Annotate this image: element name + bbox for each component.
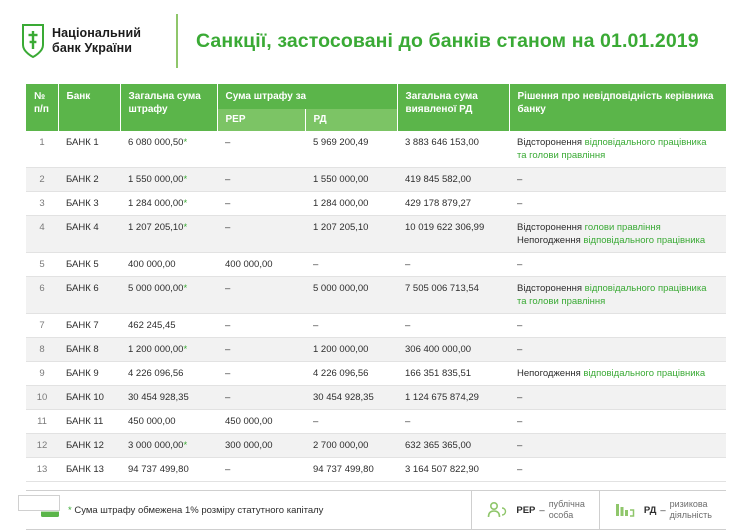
col-header-index: № п/п bbox=[26, 84, 58, 131]
cell-bank: БАНК 11 bbox=[58, 410, 120, 434]
cell-total-rd: 306 400 000,00 bbox=[397, 338, 509, 362]
cell-index: 9 bbox=[26, 362, 58, 386]
cell-total-fine: 1 207 205,10* bbox=[120, 216, 217, 253]
cell-fine-pep: 400 000,00 bbox=[217, 253, 305, 277]
chart-bars-icon bbox=[614, 501, 636, 519]
legend-pep bbox=[471, 491, 598, 529]
cell-decision: – bbox=[509, 168, 726, 192]
cell-total-rd: 3 883 646 153,00 bbox=[397, 131, 509, 168]
col-header-total-fine: Загальна сума штрафу bbox=[120, 84, 217, 131]
cell-index: 11 bbox=[26, 410, 58, 434]
cell-fine-pep: – bbox=[217, 277, 305, 314]
col-header-pep: РЕР bbox=[217, 109, 305, 131]
legend-rd-sub-line1: ризикова bbox=[669, 499, 708, 509]
cell-total-rd: 429 178 879,27 bbox=[397, 192, 509, 216]
table-row bbox=[26, 168, 726, 192]
cell-index: 10 bbox=[26, 386, 58, 410]
cell-total-fine: 6 080 000,50* bbox=[120, 131, 217, 168]
cell-fine-rd: 4 226 096,56 bbox=[305, 362, 397, 386]
cell-total-fine: 462 245,45 bbox=[120, 314, 217, 338]
cell-fine-pep: – bbox=[217, 458, 305, 482]
table-row bbox=[26, 216, 726, 253]
legend-note-text bbox=[68, 505, 323, 516]
cell-index: 2 bbox=[26, 168, 58, 192]
cell-decision: – bbox=[509, 192, 726, 216]
cell-fine-pep: – bbox=[217, 362, 305, 386]
cell-total-rd: – bbox=[397, 410, 509, 434]
legend-rd-dash: – bbox=[660, 504, 666, 516]
page-title: Санкції, застосовані до банків станом на 01.01.2019 bbox=[196, 30, 699, 52]
cell-decision: – bbox=[509, 338, 726, 362]
legend-note bbox=[26, 491, 471, 529]
nbu-logo bbox=[22, 24, 172, 58]
cell-total-rd: 7 505 006 713,54 bbox=[397, 277, 509, 314]
cell-fine-pep: 300 000,00 bbox=[217, 434, 305, 458]
cell-bank: БАНК 12 bbox=[58, 434, 120, 458]
cell-total-rd: 166 351 835,51 bbox=[397, 362, 509, 386]
cell-total-fine: 400 000,00 bbox=[120, 253, 217, 277]
cell-bank: БАНК 2 bbox=[58, 168, 120, 192]
cell-decision: – bbox=[509, 253, 726, 277]
cell-index: 7 bbox=[26, 314, 58, 338]
cell-fine-pep: 450 000,00 bbox=[217, 410, 305, 434]
cell-fine-pep: – bbox=[217, 168, 305, 192]
cell-total-fine: 94 737 499,80 bbox=[120, 458, 217, 482]
legend-pep-sub-line2: особа bbox=[548, 510, 574, 520]
cell-fine-rd: – bbox=[305, 314, 397, 338]
cell-bank: БАНК 4 bbox=[58, 216, 120, 253]
cell-fine-rd: 2 700 000,00 bbox=[305, 434, 397, 458]
cell-bank: БАНК 8 bbox=[58, 338, 120, 362]
header-divider bbox=[176, 14, 178, 68]
cell-decision: – bbox=[509, 434, 726, 458]
cell-bank: БАНК 5 bbox=[58, 253, 120, 277]
cell-fine-pep: – bbox=[217, 192, 305, 216]
legend-star: * bbox=[68, 504, 72, 516]
cell-decision: – bbox=[509, 410, 726, 434]
cell-fine-pep: – bbox=[217, 216, 305, 253]
nbu-logo-line2: банк України bbox=[52, 41, 133, 55]
cell-fine-rd: – bbox=[305, 410, 397, 434]
cell-fine-rd: 1 550 000,00 bbox=[305, 168, 397, 192]
table-row bbox=[26, 314, 726, 338]
col-header-total-rd: Загальна сума виявленої РД bbox=[397, 84, 509, 131]
cell-total-fine: 5 000 000,00* bbox=[120, 277, 217, 314]
cell-bank: БАНК 1 bbox=[58, 131, 120, 168]
cell-index: 12 bbox=[26, 434, 58, 458]
cell-index: 6 bbox=[26, 277, 58, 314]
table-row bbox=[26, 458, 726, 482]
table-header-row bbox=[26, 84, 726, 109]
legend-pep-dash: – bbox=[539, 504, 545, 516]
cell-total-rd: – bbox=[397, 314, 509, 338]
cell-bank: БАНК 6 bbox=[58, 277, 120, 314]
cell-fine-pep: – bbox=[217, 386, 305, 410]
cell-bank: БАНК 7 bbox=[58, 314, 120, 338]
table-row bbox=[26, 192, 726, 216]
cell-total-fine: 1 550 000,00* bbox=[120, 168, 217, 192]
cell-fine-pep: – bbox=[217, 314, 305, 338]
table-row bbox=[26, 131, 726, 168]
table-row bbox=[26, 277, 726, 314]
table-row bbox=[26, 434, 726, 458]
cell-index: 4 bbox=[26, 216, 58, 253]
legend-rd-sub bbox=[670, 499, 712, 521]
cell-decision: Непогодження відповідального працівника bbox=[509, 362, 726, 386]
cell-fine-rd: 5 969 200,49 bbox=[305, 131, 397, 168]
table-row bbox=[26, 338, 726, 362]
col-header-bank: Банк bbox=[58, 84, 120, 131]
cell-bank: БАНК 13 bbox=[58, 458, 120, 482]
legend-pep-sub bbox=[549, 499, 585, 521]
cell-total-fine: 4 226 096,56 bbox=[120, 362, 217, 386]
table-body bbox=[26, 131, 726, 482]
cell-index: 3 bbox=[26, 192, 58, 216]
legend-rd bbox=[599, 491, 726, 529]
cell-total-fine: 3 000 000,00* bbox=[120, 434, 217, 458]
cell-bank: БАНК 10 bbox=[58, 386, 120, 410]
table-row bbox=[26, 253, 726, 277]
cell-fine-pep: – bbox=[217, 131, 305, 168]
cell-fine-rd: 30 454 928,35 bbox=[305, 386, 397, 410]
legend-bar bbox=[26, 490, 726, 530]
cell-total-rd: 419 845 582,00 bbox=[397, 168, 509, 192]
cell-decision: – bbox=[509, 386, 726, 410]
table-head bbox=[26, 84, 726, 131]
cell-bank: БАНК 3 bbox=[58, 192, 120, 216]
nbu-logo-text bbox=[52, 26, 141, 56]
cell-decision: Відсторонення відповідального працівника та голови правління bbox=[509, 131, 726, 168]
legend-pep-sub-line1: публічна bbox=[548, 499, 585, 509]
cell-index: 13 bbox=[26, 458, 58, 482]
legend-rd-sub-line2: діяльність bbox=[669, 510, 712, 520]
slide-header bbox=[0, 0, 751, 78]
table-row bbox=[26, 362, 726, 386]
cell-fine-rd: 94 737 499,80 bbox=[305, 458, 397, 482]
col-header-fine-for: Сума штрафу за bbox=[217, 84, 397, 109]
sanctions-table bbox=[26, 84, 726, 482]
cell-total-fine: 30 454 928,35 bbox=[120, 386, 217, 410]
table-row bbox=[26, 410, 726, 434]
cell-decision: – bbox=[509, 314, 726, 338]
col-header-rd: РД bbox=[305, 109, 397, 131]
cell-index: 5 bbox=[26, 253, 58, 277]
cell-index: 1 bbox=[26, 131, 58, 168]
cell-decision: Відсторонення голови правління Непогодження відповідального працівника bbox=[509, 216, 726, 253]
cell-index: 8 bbox=[26, 338, 58, 362]
cell-fine-rd: 1 207 205,10 bbox=[305, 216, 397, 253]
cell-total-rd: – bbox=[397, 253, 509, 277]
cell-total-rd: 3 164 507 822,90 bbox=[397, 458, 509, 482]
cell-decision: Відсторонення відповідального працівника та голови правління bbox=[509, 277, 726, 314]
nbu-shield-icon bbox=[22, 24, 44, 58]
cell-decision: – bbox=[509, 458, 726, 482]
cell-fine-rd: – bbox=[305, 253, 397, 277]
legend-note-body: Сума штрафу обмежена 1% розміру статутного капіталу bbox=[71, 504, 324, 516]
nbu-logo-line1: Національний bbox=[52, 26, 142, 40]
cell-total-rd: 1 124 675 874,29 bbox=[397, 386, 509, 410]
cell-total-fine: 1 200 000,00* bbox=[120, 338, 217, 362]
cell-fine-rd: 1 200 000,00 bbox=[305, 338, 397, 362]
page-corner-box bbox=[18, 495, 60, 511]
cell-bank: БАНК 9 bbox=[58, 362, 120, 386]
legend-rd-label: РД bbox=[643, 504, 657, 516]
sanctions-table-wrap bbox=[26, 84, 727, 482]
person-icon bbox=[486, 501, 508, 519]
legend-pep-label: РЕР bbox=[516, 504, 536, 516]
cell-fine-pep: – bbox=[217, 338, 305, 362]
cell-total-fine: 450 000,00 bbox=[120, 410, 217, 434]
cell-fine-rd: 1 284 000,00 bbox=[305, 192, 397, 216]
cell-fine-rd: 5 000 000,00 bbox=[305, 277, 397, 314]
cell-total-rd: 632 365 365,00 bbox=[397, 434, 509, 458]
table-row bbox=[26, 386, 726, 410]
cell-total-rd: 10 019 622 306,99 bbox=[397, 216, 509, 253]
cell-total-fine: 1 284 000,00* bbox=[120, 192, 217, 216]
col-header-decision: Рішення про невідповідність керівника банку bbox=[509, 84, 726, 131]
